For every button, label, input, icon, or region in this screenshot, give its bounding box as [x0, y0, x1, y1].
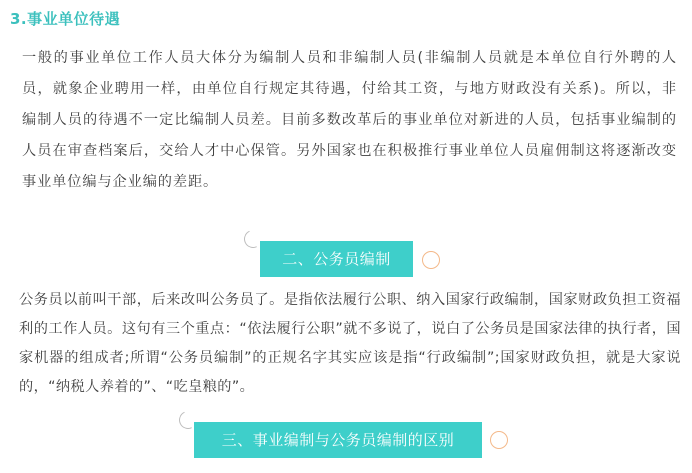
section-3-paragraph: 一般的事业单位工作人员大体分为编制人员和非编制人员(非编制人员就是本单位自行外聘的人员，就象企业聘用一样，由单位自行规定其待遇，付给其工资，与地方财政没有关系)。所以，非编制人员的待遇不一定比编制人员差。目前多数改革后的事业单位对新进的人员，包括事业编制的人员在审查档案后，交给人才中心保管。另外国家也在积极推行事业单位人员雇佣制这将逐渐改变事业单位编与企业编的差距。 [22, 50, 677, 190]
section-heading-3: 3.事业单位待遇 [10, 10, 121, 28]
decorative-circle-icon [490, 431, 508, 449]
banner-title: 二、公务员编制 [260, 241, 413, 277]
decorative-circle-icon [422, 251, 440, 269]
banner-title: 三、事业编制与公务员编制的区别 [194, 422, 482, 458]
civil-servant-paragraph: 公务员以前叫干部，后来改叫公务员了。是指依法履行公职、纳入国家行政编制，国家财政负担工资福利的工作人员。这句有三个重点：“依法履行公职”就不多说了，说白了公务员是国家法律的执行者，国家机器的组成者;所谓“公务员编制”的正规名字其实应该是指“行政编制”;国家财政负担，就是大家说的，“纳税人养着的”、“吃皇粮的”。 [19, 292, 681, 395]
